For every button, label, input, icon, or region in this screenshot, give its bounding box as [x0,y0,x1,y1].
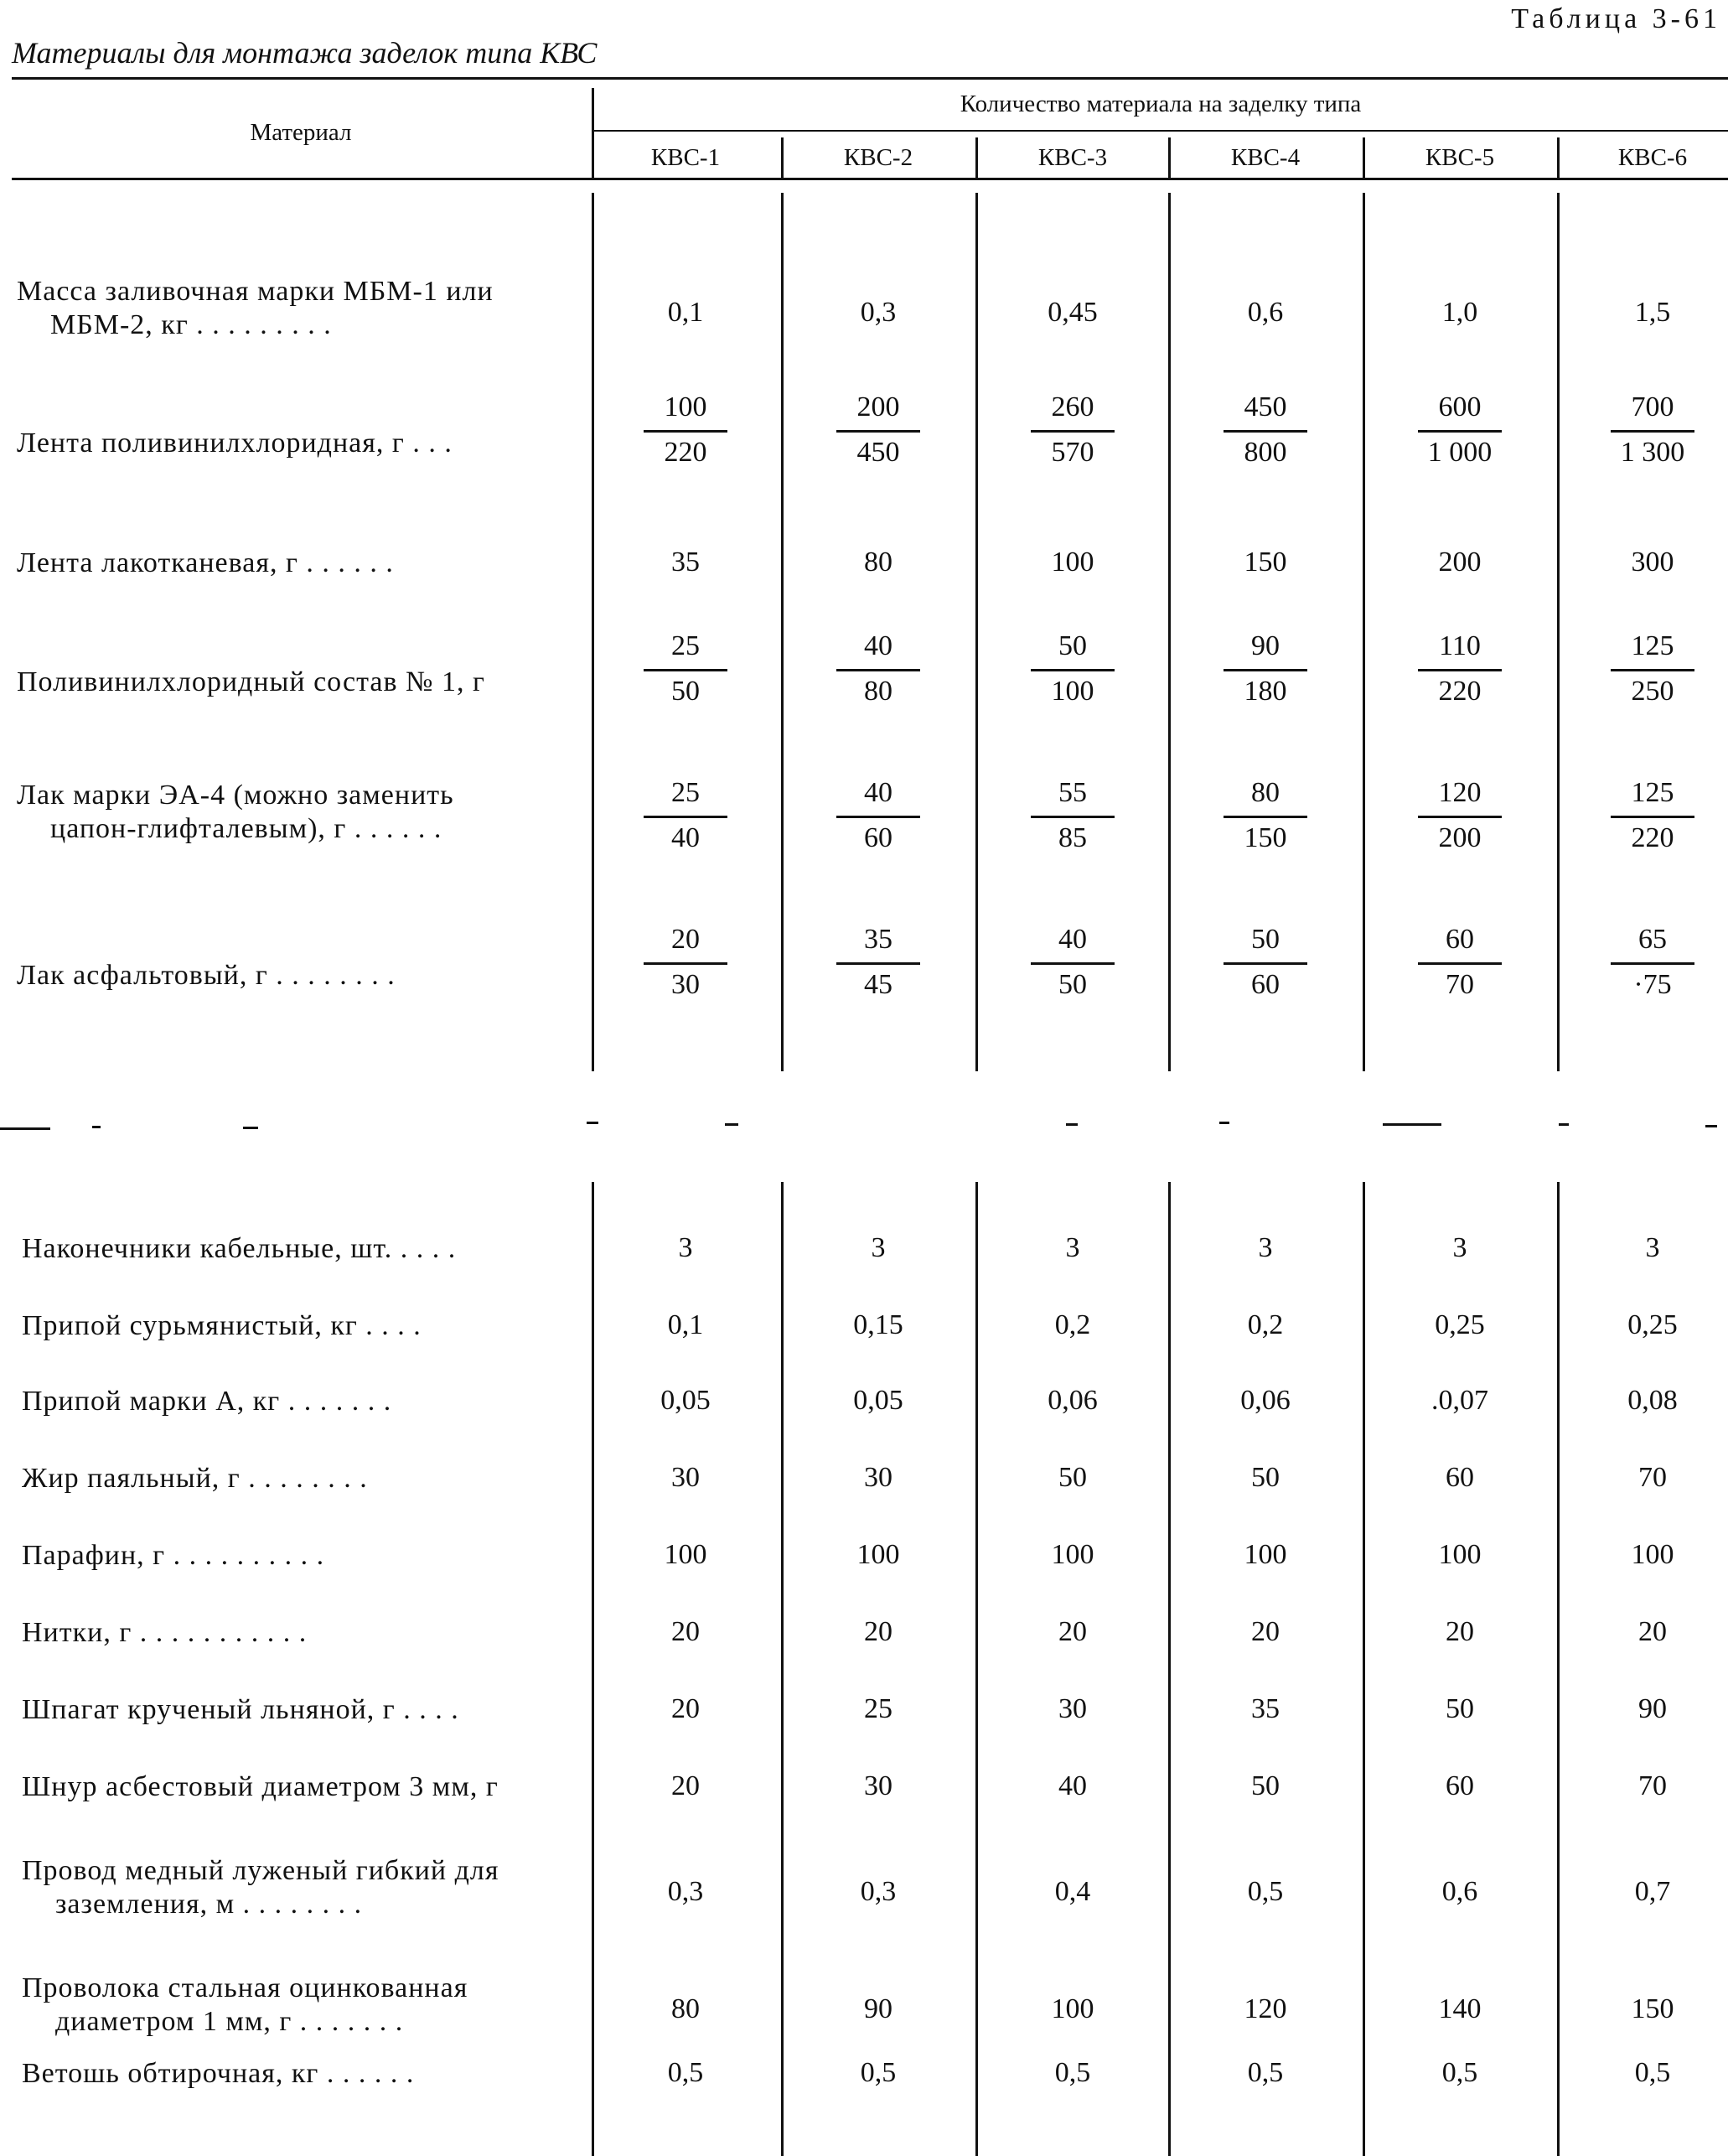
row-label [22,1972,582,2039]
body-column-rule [1557,193,1560,1071]
fraction-denominator: 150 [1244,822,1287,853]
fraction-denominator: ·75 [1633,969,1672,1000]
fraction-numerator: 25 [671,630,700,661]
body-column-rule [1363,193,1365,1071]
value-text: 20 [1446,1616,1474,1647]
row-label [22,1854,582,1921]
row-label-line1: Лак асфальтовый, г . . . . . . . . [17,960,396,991]
fraction-bar [1611,669,1694,671]
value-text: 0,05 [660,1385,711,1416]
fraction-numerator: 120 [1438,777,1482,808]
fraction-bar [1031,430,1115,433]
row-label [17,779,566,846]
scan-mark [1219,1122,1229,1124]
fraction-numerator: 65 [1638,924,1667,955]
fraction-bar [1418,816,1502,818]
row-label-line1: Ветошь обтирочная, кг . . . . . . [22,2058,415,2089]
value-text: 100 [1051,1993,1094,2024]
header-column-rule [1557,137,1560,179]
scan-mark [243,1127,258,1129]
body-column-rule [1168,193,1171,1071]
value-text: 0,5 [860,2057,897,2088]
value-text: 0,45 [1048,297,1098,328]
fraction-bar [1611,816,1694,818]
value-text: 3 [1065,1232,1080,1263]
scan-mark [1066,1123,1078,1126]
value-text: 300 [1631,547,1674,578]
fraction-numerator: 700 [1631,391,1674,422]
value-text: 80 [864,547,892,578]
fraction-bar [644,669,727,671]
fraction-bar [1031,669,1115,671]
fraction-numerator: 80 [1251,777,1280,808]
row-label [22,1693,582,1727]
scan-mark [725,1123,738,1126]
header-column-rule [975,137,978,179]
value-text: 0,5 [1441,2057,1478,2088]
value-text: 0,2 [1247,1309,1284,1340]
row-label-line1: Поливинилхлоридный состав № 1, г [17,666,485,697]
value-text: 0,5 [1247,1876,1284,1907]
fraction-numerator: 40 [1058,924,1087,955]
value-text: 150 [1631,1993,1674,2024]
value-text: 0,15 [853,1309,903,1340]
row-label-line1: Лак марки ЭА-4 (можно заменить [17,780,454,811]
value-text: 3 [1452,1232,1467,1263]
body-column-rule [1557,1182,1560,2156]
row-label [22,1770,582,1804]
row-label [17,275,566,342]
body-column-rule [975,193,978,1071]
value-text: 40 [1058,1770,1087,1801]
body-column-rule [781,193,784,1071]
row-label [17,959,566,992]
fraction-denominator: 60 [864,822,892,853]
value-text: 90 [864,1993,892,2024]
column-header-label: КВС-1 [650,144,721,171]
value-text: 60 [1446,1462,1474,1493]
row-label-line2: МБМ-2, кг . . . . . . . . . [50,309,332,340]
value-text: 30 [1058,1693,1087,1724]
fraction-numerator: 200 [856,391,900,422]
fraction-bar [644,962,727,965]
fraction-bar [644,430,727,433]
row-label [17,547,566,580]
fraction-denominator: 180 [1244,676,1287,707]
fraction-denominator: 50 [1058,969,1087,1000]
table-number: Таблица 3-61 [1511,3,1721,34]
row-label-line1: Провод медный луженый гибкий для [22,1855,499,1886]
column-header-label: КВС-6 [1617,144,1688,171]
row-label [22,1539,582,1573]
fraction-numerator: 50 [1251,924,1280,955]
value-text: 20 [864,1616,892,1647]
row-label [22,1309,582,1343]
fraction-bar [836,430,920,433]
value-text: 0,5 [1634,2057,1671,2088]
row-label-line1: Масса заливочная марки МБМ-1 или [17,276,494,307]
fraction-numerator: 90 [1251,630,1280,661]
fraction-bar [1611,430,1694,433]
header-quantity-group: Количество материала на заделку типа [960,91,1362,117]
column-header-label: КВС-2 [843,144,913,171]
fraction-bar [1418,962,1502,965]
scan-mark [1559,1123,1569,1126]
fraction-bar [1031,962,1115,965]
group-header-rule [593,130,1728,132]
fraction-denominator: 1 300 [1620,437,1685,468]
value-text: 0,6 [1441,1876,1478,1907]
value-text: .0,07 [1431,1385,1488,1416]
column-header-label: КВС-5 [1425,144,1495,171]
value-text: 3 [678,1232,693,1263]
value-text: 50 [1058,1462,1087,1493]
row-label [22,1385,582,1418]
row-label-line2: заземления, м . . . . . . . . [55,1889,363,1920]
value-text: 200 [1438,547,1482,578]
fraction-denominator: 220 [1438,676,1482,707]
value-text: 100 [1631,1539,1674,1570]
value-text: 0,25 [1435,1309,1485,1340]
row-label-line2: диаметром 1 мм, г . . . . . . . [55,2006,404,2037]
fraction-denominator: 570 [1051,437,1094,468]
fraction-denominator: 40 [671,822,700,853]
row-label-line1: Парафин, г . . . . . . . . . . [22,1540,325,1571]
scan-mark [0,1127,50,1130]
value-text: 0,1 [667,1309,704,1340]
row-label-line1: Лента поливинилхлоридная, г . . . [17,428,453,459]
value-text: 20 [1251,1616,1280,1647]
value-text: 20 [671,1770,700,1801]
value-text: 20 [671,1693,700,1724]
fraction-numerator: 125 [1631,630,1674,661]
fraction-denominator: 100 [1051,676,1094,707]
fraction-denominator: 85 [1058,822,1087,853]
value-text: 150 [1244,547,1287,578]
row-label-line1: Наконечники кабельные, шт. . . . . [22,1233,457,1264]
fraction-denominator: 220 [664,437,707,468]
fraction-bar [1418,669,1502,671]
value-text: 100 [1051,1539,1094,1570]
value-text: 0,3 [860,297,897,328]
value-text: 35 [1251,1693,1280,1724]
fraction-bar [1611,962,1694,965]
value-text: 0,05 [853,1385,903,1416]
value-text: 0,5 [1247,2057,1284,2088]
fraction-denominator: 800 [1244,437,1287,468]
fraction-numerator: 40 [864,630,892,661]
table-caption: Материалы для монтажа заделок типа КВС [12,36,598,70]
fraction-bar [1031,816,1115,818]
value-text: 30 [864,1770,892,1801]
header-column-rule [592,88,594,180]
row-label [17,666,566,699]
fraction-denominator: 70 [1446,969,1474,1000]
fraction-numerator: 600 [1438,391,1482,422]
fraction-bar [836,816,920,818]
value-text: 1,0 [1441,297,1478,328]
header-column-rule [1363,137,1365,179]
body-column-rule [975,1182,978,2156]
row-label-line1: Припой сурьмянистый, кг . . . . [22,1310,422,1341]
fraction-bar [1224,669,1307,671]
header-column-rule [1168,137,1171,179]
top-rule [12,77,1728,80]
value-text: 0,3 [860,1876,897,1907]
value-text: 35 [671,547,700,578]
fraction-denominator: 80 [864,676,892,707]
column-header-label: КВС-4 [1230,144,1301,171]
value-text: 140 [1438,1993,1482,2024]
fraction-bar [836,962,920,965]
scan-mark [1383,1123,1441,1126]
value-text: 0,5 [1054,2057,1091,2088]
fraction-numerator: 20 [671,924,700,955]
value-text: 0,5 [667,2057,704,2088]
row-label [22,2057,582,2091]
value-text: 3 [1645,1232,1660,1263]
row-label-line1: Нитки, г . . . . . . . . . . . [22,1617,308,1648]
value-text: 0,08 [1627,1385,1678,1416]
value-text: 0,4 [1054,1876,1091,1907]
fraction-numerator: 25 [671,777,700,808]
fraction-numerator: 55 [1058,777,1087,808]
value-text: 0,7 [1634,1876,1671,1907]
value-text: 0,1 [667,297,704,328]
fraction-bar [644,816,727,818]
fraction-bar [1224,962,1307,965]
fraction-numerator: 50 [1058,630,1087,661]
row-label-line1: Шпагат крученый льняной, г . . . . [22,1694,459,1725]
value-text: 0,6 [1247,297,1284,328]
scan-mark [92,1126,101,1128]
fraction-denominator: 60 [1251,969,1280,1000]
value-text: 0,25 [1627,1309,1678,1340]
row-label-line1: Шнур асбестовый диаметром 3 мм, г [22,1771,499,1802]
fraction-numerator: 100 [664,391,707,422]
fraction-numerator: 40 [864,777,892,808]
scan-mark [1705,1125,1717,1127]
value-text: 0,06 [1048,1385,1098,1416]
value-text: 3 [1258,1232,1273,1263]
row-label [17,427,566,460]
scan-mark [587,1122,598,1124]
fraction-denominator: 30 [671,969,700,1000]
fraction-denominator: 50 [671,676,700,707]
value-text: 100 [1051,547,1094,578]
value-text: 100 [664,1539,707,1570]
value-text: 50 [1251,1770,1280,1801]
value-text: 50 [1446,1693,1474,1724]
value-text: 25 [864,1693,892,1724]
fraction-denominator: 1 000 [1427,437,1493,468]
value-text: 0,2 [1054,1309,1091,1340]
value-text: 20 [671,1616,700,1647]
value-text: 0,3 [667,1876,704,1907]
value-text: 60 [1446,1770,1474,1801]
header-column-rule [781,137,784,179]
row-label-line1: Проволока стальная оцинкованная [22,1972,468,2003]
fraction-denominator: 220 [1631,822,1674,853]
fraction-bar [1224,430,1307,433]
row-label-line1: Жир паяльный, г . . . . . . . . [22,1463,368,1494]
fraction-numerator: 450 [1244,391,1287,422]
fraction-denominator: 200 [1438,822,1482,853]
fraction-bar [1418,430,1502,433]
value-text: 100 [1438,1539,1482,1570]
value-text: 50 [1251,1462,1280,1493]
value-text: 3 [871,1232,886,1263]
fraction-denominator: 450 [856,437,900,468]
value-text: 80 [671,1993,700,2024]
value-text: 100 [1244,1539,1287,1570]
fraction-numerator: 35 [864,924,892,955]
fraction-denominator: 250 [1631,676,1674,707]
fraction-numerator: 110 [1439,630,1481,661]
row-label-line1: Припой марки А, кг . . . . . . . [22,1386,392,1417]
row-label [22,1616,582,1650]
body-column-rule [1168,1182,1171,2156]
row-label-line1: Лента лакотканевая, г . . . . . . [17,547,394,578]
value-text: 90 [1638,1693,1667,1724]
value-text: 20 [1638,1616,1667,1647]
value-text: 30 [671,1462,700,1493]
value-text: 30 [864,1462,892,1493]
fraction-bar [1224,816,1307,818]
fraction-denominator: 45 [864,969,892,1000]
row-label-line2: цапон-глифталевым), г . . . . . . [50,813,442,844]
fraction-numerator: 60 [1446,924,1474,955]
header-bottom-rule [12,178,1728,180]
value-text: 20 [1058,1616,1087,1647]
value-text: 1,5 [1634,297,1671,328]
value-text: 70 [1638,1462,1667,1493]
value-text: 70 [1638,1770,1667,1801]
value-text: 100 [856,1539,900,1570]
body-column-rule [781,1182,784,2156]
fraction-bar [836,669,920,671]
column-header-label: КВС-3 [1037,144,1108,171]
fraction-numerator: 125 [1631,777,1674,808]
row-label [22,1462,582,1495]
body-column-rule [1363,1182,1365,2156]
row-label [22,1232,582,1266]
value-text: 120 [1244,1993,1287,2024]
value-text: 0,06 [1240,1385,1291,1416]
header-material: Материал [250,119,352,146]
fraction-numerator: 260 [1051,391,1094,422]
